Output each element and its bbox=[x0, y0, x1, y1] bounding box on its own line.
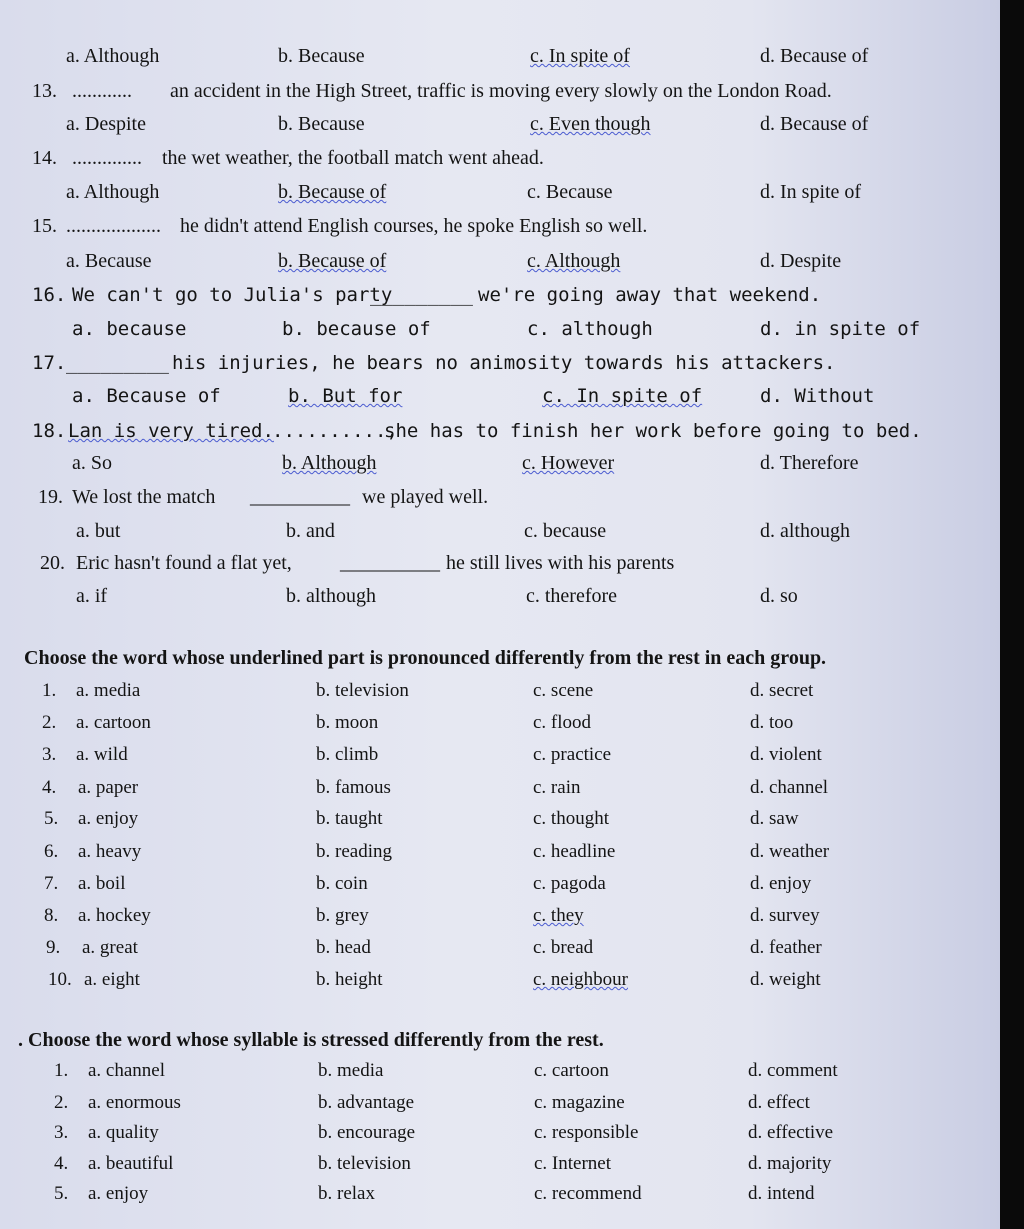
option-d[interactable]: d. weight bbox=[750, 969, 821, 990]
answer-blank[interactable]: ................... bbox=[66, 215, 161, 237]
option-c[interactable]: c. recommend bbox=[534, 1183, 642, 1204]
q13-options bbox=[0, 109, 1000, 139]
item-number: 1. bbox=[54, 1060, 69, 1081]
option-a[interactable]: a. great bbox=[82, 937, 138, 958]
option-d[interactable]: d. intend bbox=[748, 1183, 815, 1204]
item-number: 4. bbox=[54, 1153, 69, 1174]
question-lead: Lan is very tired. bbox=[68, 420, 274, 442]
question-number: 14. bbox=[32, 147, 57, 169]
option-c[interactable]: c. practice bbox=[533, 744, 612, 765]
question-lead: Eric hasn't found a flat yet, bbox=[76, 552, 292, 574]
option-c[interactable]: c. Although bbox=[527, 250, 621, 272]
option-b[interactable]: b. head bbox=[316, 937, 371, 958]
option-d[interactable]: d. Because of bbox=[760, 113, 869, 135]
option-c[interactable]: c. Internet bbox=[534, 1153, 612, 1174]
stress-item-5 bbox=[0, 1179, 1000, 1209]
stress-item-2 bbox=[0, 1088, 1000, 1118]
option-d[interactable]: d. secret bbox=[750, 680, 814, 701]
pronunciation-item-8 bbox=[0, 901, 1000, 931]
item-number: 7. bbox=[44, 873, 59, 894]
question-number: 19. bbox=[38, 486, 63, 508]
pronunciation-item-9 bbox=[0, 933, 1000, 963]
option-a[interactable]: a. So bbox=[72, 452, 112, 474]
option-b[interactable]: b. famous bbox=[316, 777, 391, 798]
option-d[interactable]: d. In spite of bbox=[760, 181, 862, 203]
option-b[interactable]: b. advantage bbox=[318, 1092, 415, 1113]
q15-options bbox=[0, 246, 1000, 276]
pronunciation-item-5 bbox=[0, 804, 1000, 834]
option-b[interactable]: b. height bbox=[316, 969, 383, 990]
option-b[interactable]: b. Because bbox=[278, 113, 365, 135]
item-number: 9. bbox=[46, 937, 61, 958]
pronunciation-item-2 bbox=[0, 708, 1000, 738]
option-a[interactable]: a. eight bbox=[84, 969, 140, 990]
question-number: 17. bbox=[32, 352, 67, 374]
option-a[interactable]: a. cartoon bbox=[76, 712, 151, 733]
option-d[interactable]: d. survey bbox=[750, 905, 820, 926]
item-number: 8. bbox=[44, 905, 59, 926]
option-a[interactable]: a. heavy bbox=[78, 841, 142, 862]
option-b[interactable]: b. television bbox=[318, 1153, 411, 1174]
option-d[interactable]: d. Therefore bbox=[760, 452, 859, 474]
section-heading-pronunciation: Choose the word whose underlined part is pronounced differently from the rest in each group. bbox=[24, 647, 827, 669]
question-13 bbox=[0, 76, 1000, 106]
pronunciation-item-7 bbox=[0, 869, 1000, 899]
question-20 bbox=[0, 548, 1000, 578]
option-d[interactable]: d. saw bbox=[750, 808, 799, 829]
option-d[interactable]: d. Because of bbox=[760, 45, 869, 67]
option-b[interactable]: b. relax bbox=[318, 1183, 375, 1204]
question-text: we played well. bbox=[362, 486, 489, 508]
option-b[interactable]: b. encourage bbox=[318, 1122, 416, 1143]
q12-options bbox=[0, 41, 1000, 71]
pronunciation-item-4 bbox=[0, 773, 1000, 803]
answer-blank[interactable]: ............ bbox=[72, 80, 132, 102]
question-14 bbox=[0, 143, 1000, 173]
option-b[interactable]: b. media bbox=[318, 1060, 384, 1081]
pronunciation-item-10 bbox=[0, 965, 1000, 995]
item-number: 10. bbox=[48, 969, 72, 990]
option-b[interactable]: b. because of bbox=[282, 318, 431, 340]
option-d[interactable]: d. effective bbox=[748, 1122, 834, 1143]
option-b[interactable]: b. Although bbox=[282, 452, 377, 474]
option-b[interactable]: b. although bbox=[286, 585, 376, 607]
option-c[interactable]: c. scene bbox=[533, 680, 594, 701]
option-c[interactable]: c. flood bbox=[533, 712, 592, 733]
stress-item-4 bbox=[0, 1149, 1000, 1179]
option-a[interactable]: a. Because of bbox=[72, 385, 221, 407]
question-15 bbox=[0, 211, 1000, 241]
option-d[interactable]: d. Without bbox=[760, 385, 875, 407]
screen-edge bbox=[1000, 0, 1024, 1229]
question-19 bbox=[0, 482, 1000, 512]
answer-blank[interactable]: .........., bbox=[272, 420, 398, 442]
option-b[interactable]: b. television bbox=[316, 680, 409, 701]
q20-options bbox=[0, 581, 1000, 611]
answer-blank[interactable]: __________ bbox=[250, 486, 350, 508]
option-a[interactable]: a. Because bbox=[66, 250, 152, 272]
option-d[interactable]: d. so bbox=[760, 585, 798, 607]
option-a[interactable]: a. if bbox=[76, 585, 108, 607]
option-c[interactable]: c. magazine bbox=[534, 1092, 625, 1113]
item-number: 2. bbox=[54, 1092, 69, 1113]
question-number: 18. bbox=[32, 420, 67, 442]
option-b[interactable]: b. taught bbox=[316, 808, 383, 829]
option-d[interactable]: d. although bbox=[760, 520, 850, 542]
item-number: 5. bbox=[44, 808, 59, 829]
q19-options bbox=[0, 516, 1000, 546]
option-a[interactable]: a. boil bbox=[78, 873, 126, 894]
answer-blank[interactable]: __________ bbox=[340, 552, 440, 574]
option-d[interactable]: d. in spite of bbox=[760, 318, 921, 340]
option-c[interactable]: c. neighbour bbox=[533, 969, 628, 990]
option-b[interactable]: b. But for bbox=[288, 385, 403, 407]
option-a[interactable]: a. enormous bbox=[88, 1092, 181, 1113]
item-number: 4. bbox=[42, 777, 57, 798]
item-number: 1. bbox=[42, 680, 57, 701]
option-b[interactable]: b. and bbox=[286, 520, 335, 542]
option-c[interactable]: c. In spite of bbox=[542, 385, 703, 407]
question-text: an accident in the High Street, traffic is moving every slowly on the London Road. bbox=[170, 80, 832, 102]
item-number: 5. bbox=[54, 1183, 69, 1204]
option-b[interactable]: b. Because of bbox=[278, 181, 387, 203]
pronunciation-item-1 bbox=[0, 676, 1000, 706]
option-a[interactable]: a. because bbox=[72, 318, 187, 340]
option-d[interactable]: d. majority bbox=[748, 1153, 832, 1174]
option-a[interactable]: a. channel bbox=[88, 1060, 166, 1081]
question-lead: We lost the match bbox=[72, 486, 216, 508]
option-d[interactable]: d. weather bbox=[750, 841, 830, 862]
option-d[interactable]: d. violent bbox=[750, 744, 822, 765]
option-a[interactable]: a. but bbox=[76, 520, 121, 542]
option-d[interactable]: d. channel bbox=[750, 777, 829, 798]
option-c[interactable]: c. pagoda bbox=[533, 873, 606, 894]
option-d[interactable]: d. comment bbox=[748, 1060, 838, 1081]
option-c[interactable]: c. headline bbox=[533, 841, 616, 862]
question-lead: We can't go to Julia's party bbox=[72, 284, 393, 306]
option-a[interactable]: a. enjoy bbox=[78, 808, 139, 829]
item-number: 6. bbox=[44, 841, 59, 862]
option-d[interactable]: d. feather bbox=[750, 937, 822, 958]
option-c[interactable]: c. rain bbox=[533, 777, 581, 798]
question-number: 15. bbox=[32, 215, 57, 237]
question-text: we're going away that weekend. bbox=[478, 284, 822, 306]
question-text: she has to finish her work before going to bed. bbox=[384, 420, 922, 442]
option-a[interactable]: a. beautiful bbox=[88, 1153, 174, 1174]
option-c[interactable]: c. In spite of bbox=[530, 45, 630, 67]
q17-options bbox=[0, 381, 1000, 411]
option-a[interactable]: a. enjoy bbox=[88, 1183, 149, 1204]
option-a[interactable]: a. paper bbox=[78, 777, 139, 798]
option-c[interactable]: c. thought bbox=[533, 808, 609, 829]
question-text: his injuries, he bears no animosity towards his attackers. bbox=[172, 352, 836, 374]
option-d[interactable]: d. enjoy bbox=[750, 873, 812, 894]
option-c[interactable]: c. However bbox=[522, 452, 615, 474]
pronunciation-item-6 bbox=[0, 837, 1000, 867]
answer-blank[interactable]: .............. bbox=[72, 147, 142, 169]
option-c[interactable]: c. they bbox=[533, 905, 584, 926]
option-a[interactable]: a. media bbox=[76, 680, 141, 701]
answer-blank[interactable]: _________ bbox=[370, 284, 473, 306]
option-a[interactable]: a. hockey bbox=[78, 905, 151, 926]
option-b[interactable]: b. reading bbox=[316, 841, 392, 862]
option-c[interactable]: c. because bbox=[524, 520, 607, 542]
option-c[interactable]: c. Because bbox=[527, 181, 613, 203]
option-c[interactable]: c. Even though bbox=[530, 113, 651, 135]
option-d[interactable]: d. effect bbox=[748, 1092, 810, 1113]
option-a[interactable]: a. quality bbox=[88, 1122, 159, 1143]
item-number: 3. bbox=[42, 744, 57, 765]
question-number: 20. bbox=[40, 552, 65, 574]
option-a[interactable]: a. wild bbox=[76, 744, 128, 765]
q18-options bbox=[0, 448, 1000, 478]
item-number: 2. bbox=[42, 712, 57, 733]
section-heading-stress: . Choose the word whose syllable is stressed differently from the rest. bbox=[18, 1029, 604, 1051]
question-text: the wet weather, the football match went ahead. bbox=[162, 147, 544, 169]
option-a[interactable]: a. Although bbox=[66, 181, 160, 203]
question-text: he didn't attend English courses, he spoke English so well. bbox=[180, 215, 648, 237]
option-c[interactable]: c. cartoon bbox=[534, 1060, 609, 1081]
option-d[interactable]: d. too bbox=[750, 712, 794, 733]
q16-options bbox=[0, 314, 1000, 344]
option-b[interactable]: b. Because of bbox=[278, 250, 387, 272]
question-number: 13. bbox=[32, 80, 57, 102]
item-number: 3. bbox=[54, 1122, 69, 1143]
option-d[interactable]: d. Despite bbox=[760, 250, 842, 272]
option-c[interactable]: c. responsible bbox=[534, 1122, 639, 1143]
stress-item-1 bbox=[0, 1056, 1000, 1086]
question-16 bbox=[0, 280, 1000, 310]
option-b[interactable]: b. grey bbox=[316, 905, 369, 926]
question-text: he still lives with his parents bbox=[446, 552, 675, 574]
option-a[interactable]: a. Despite bbox=[66, 113, 146, 135]
option-c[interactable]: c. therefore bbox=[526, 585, 618, 607]
stress-item-3 bbox=[0, 1118, 1000, 1148]
option-a[interactable]: a. Although bbox=[66, 45, 160, 67]
answer-blank[interactable]: _________ bbox=[66, 352, 169, 374]
pronunciation-item-3 bbox=[0, 740, 1000, 770]
option-c[interactable]: c. bread bbox=[533, 937, 594, 958]
option-b[interactable]: b. climb bbox=[316, 744, 379, 765]
option-b[interactable]: b. coin bbox=[316, 873, 368, 894]
option-b[interactable]: b. moon bbox=[316, 712, 379, 733]
option-b[interactable]: b. Because bbox=[278, 45, 365, 67]
question-18 bbox=[0, 416, 1000, 446]
option-c[interactable]: c. although bbox=[527, 318, 653, 340]
q14-options bbox=[0, 177, 1000, 207]
question-number: 16. bbox=[32, 284, 67, 306]
question-17 bbox=[0, 348, 1000, 378]
